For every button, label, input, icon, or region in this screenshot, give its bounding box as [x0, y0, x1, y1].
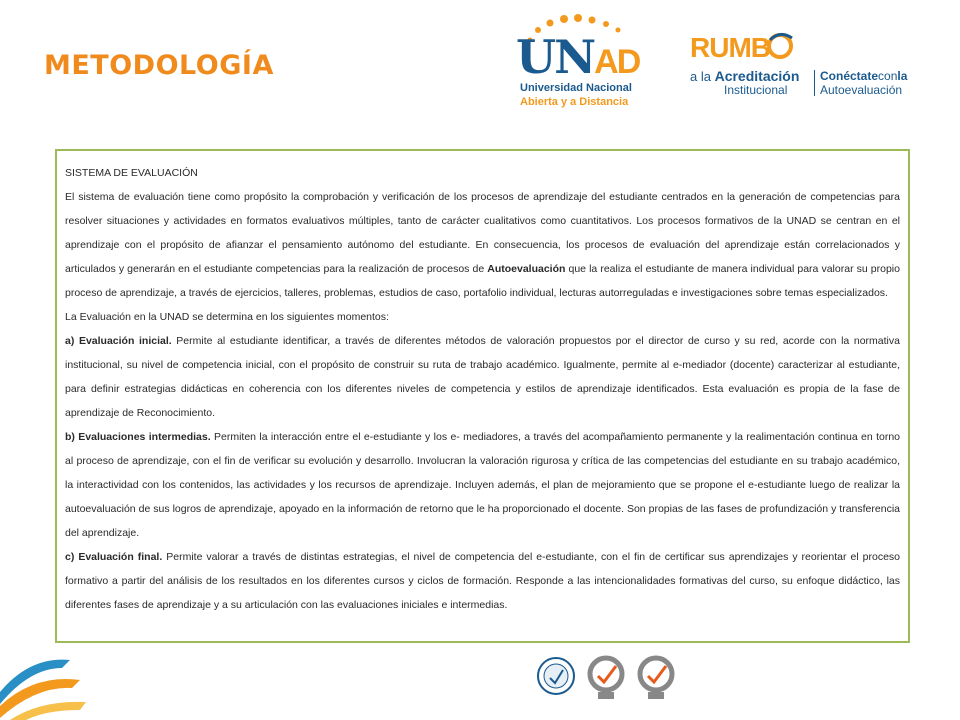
colombia-seal-icon [538, 658, 574, 694]
intro-paragraph: El sistema de evaluación tiene como propósito la comprobación y verificación de los procesos de aprendizaje del estudiante centrados en la generación de competencias para resolver situaciones y actividades en formatos evaluativos múltiples, tanto de carácter cualitativos como cuantitativos. Los procesos formativos de la UNAD se centran en el aprendizaje con el propósito de afianzar el pensamiento autónomo del estudiante. En consecuencia, los procesos de evaluación del aprendizaje están correlacionados y articulados y generarán en el estudiante competencias para la realización de procesos de Autoevaluación que la realiza el estudiante de manera individual para valorar su propio proceso de aprendizaje, a través de ejercicios, talleres, problemas, estudios de caso, portafolio individual, lecturas autorreguladas e investigaciones sobre temas especializados. [65, 191, 900, 299]
rumbo-wordmark: RUMB [690, 32, 770, 63]
page-title: METODOLOGÍA [44, 50, 274, 81]
rumbo-conectate-line: Conéctateconla [820, 69, 908, 83]
unad-name-line2: Abierta y a Distancia [520, 96, 629, 108]
unad-logo [516, 14, 646, 110]
moments-intro: La Evaluación en la UNAD se determina en los siguientes momentos: [65, 311, 389, 323]
section-title: SISTEMA DE EVALUACIÓN [65, 167, 198, 179]
rumbo-swirl-icon [766, 30, 794, 60]
unad-wordmark: UNAD [516, 30, 640, 84]
autoevaluacion-term: Autoevaluación [487, 263, 566, 275]
rumbo-line1: a la Acreditación [690, 68, 800, 84]
swoosh-icon [0, 640, 90, 720]
moment-label: c) Evaluación final. [65, 551, 163, 563]
rumbo-line2: Institucional [724, 83, 788, 97]
rumbo-autoevaluacion-line: Autoevaluación [820, 83, 903, 97]
moment-label: a) Evaluación inicial. [65, 335, 172, 347]
rumbo-separator [814, 70, 815, 96]
sgs-seal-icon [590, 658, 622, 699]
unad-name-line1: Universidad Nacional [520, 82, 632, 94]
moment-intermediate: b) Evaluaciones intermedias. Permiten la interacción entre el e-estudiante y los e- mediadores, a través del acompañamiento permanente y la realimentación continua en torno al proceso de aprendizaje, con el fin de verificar su evolución y desarrollo. Involucran la valoración rigurosa y crítica de las competencias del estudiante en su trabajo académico, la interactividad con los contenidos, las actividades y los recursos de aprendizaje. Incluyen además, el plan de mejoramiento que se propone el e-estudiante luego de realizar la autoevaluación de sus logros de aprendizaje, apoyado en la información de retorno que le ha proporcionado el docente. Son propias de las fases de profundización y transferencia del aprendizaje. [65, 431, 901, 539]
moment-initial: a) Evaluación inicial. Permite al estudiante identificar, a través de diferentes métodos de valoración propuestos por el director de curso y su red, acorde con la normativa institucional, su nivel de competencia inicial, con el propósito de construir su ruta de trabajo académico. Igualmente, permite al e-mediador (docente) caracterizar al estudiante, para definir estrategias didácticas en coherencia con los diferentes niveles de competencia y estilos de aprendizaje identificados. Esta evaluación es propia de la fase de aprendizaje de Reconocimiento. [65, 335, 900, 419]
moment-label: b) Evaluaciones intermedias. [65, 431, 211, 443]
moment-final: c) Evaluación final. Permite valorar a través de distintas estrategias, el nivel de competencia del e-estudiante, con el fin de certificar sus aprendizajes y reorientar el proceso formativo a partir del análisis de los resultados en los diferentes cursos y ciclos de formación. Responde a las intencionalidades formativas del curso, su enfoque didáctico, las diferentes fases de aprendizaje y a su articulación con las evaluaciones iniciales e intermedias. [65, 551, 900, 611]
sgs-seal-icon [640, 658, 672, 699]
certification-seals [536, 652, 686, 702]
rumbo-acreditacion-logo [690, 34, 930, 100]
evaluation-system-box [55, 149, 910, 643]
